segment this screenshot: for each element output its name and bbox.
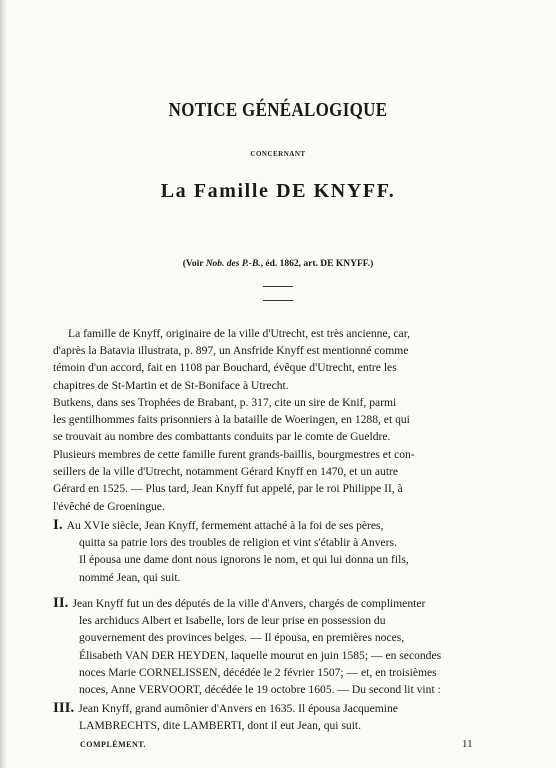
text-line: nommé Jean, qui suit. [79,570,181,584]
generation-entry-3 [53,700,510,734]
reference-source: Nob. des P.-B. [205,259,261,269]
divider-rule [263,286,293,287]
footer-section-label: COMPLÉMENT. [80,740,147,749]
reference-note [0,259,556,269]
text-line: Jean Knyff fut un des députés de la ville d'Anvers, chargés de complimenter [72,597,426,610]
family-heading: La Famille DE KNYFF. [160,180,396,202]
divider-rule [263,300,293,301]
generation-entry-1 [53,517,510,586]
reference-post: , éd. 1862, art. DE KNYFF.) [260,259,374,269]
reference-pre: (Voir [182,259,206,269]
generation-numeral: I. [53,517,63,533]
text-line: La famille de Knyff, originaire de la ville d'Utrecht, est très ancienne, car, [68,327,410,340]
text-line: gouvernement des provinces belges. — Il épousa, en premières noces, [79,631,405,645]
intro-paragraph-1 [53,325,510,394]
text-line: Butkens, dans ses Trophées de Brabant, p. 317, cite un sire de Knif, parmi [53,396,397,409]
text-line: Plusieurs membres de cette famille furent grands-baillis, bourgmestres et con- [53,448,415,461]
text-line: d'après la Batavia illustrata, p. 897, un Ansfride Knyff est mentionné comme [53,344,409,358]
text-line: se trouvait au nombre des combattants conduits par le comte de Gueldre. [53,430,391,444]
page-title: NOTICE GÉNÉALOGIQUE [168,98,388,121]
text-line: chapitres de St-Martin et de St-Boniface à Utrecht. [53,378,289,392]
text-line: l'évêché de Groeningue. [53,499,165,513]
text-line: les archiducs Albert et Isabelle, lors de leur prise en possession du [79,614,386,628]
generation-entry-2 [53,595,510,698]
text-line: noces, Anne VERVOORT, décédée le 19 octobre 1605. — Du second lit vint : [79,683,441,697]
generation-numeral: III. [53,700,75,716]
intro-paragraph-2 [53,394,510,446]
text-line: noces Marie CORNELISSEN, décédée le 2 février 1507; — et, en troisièmes [79,665,437,679]
text-line: témoin d'un accord, fait en 1108 par Bouchard, évêque d'Utrecht, entre les [53,361,397,375]
intro-paragraph-3 [53,446,510,515]
text-line: LAMBRECHTS, dite LAMBERTI, dont il eut Jean, qui suit. [79,719,362,733]
text-line: Au XVIe siècle, Jean Knyff, fermement attaché à la foi de ses pères, [66,519,384,532]
generation-numeral: II. [53,595,69,611]
text-line: seillers de la ville d'Utrecht, notamment Gérard Knyff en 1470, et un autre [53,465,399,479]
text-line: Gérard en 1525. — Plus tard, Jean Knyff fut appelé, par le roi Philippe II, à [53,482,403,496]
concernant-label: CONCERNANT [250,150,306,158]
text-line: Élisabeth VAN DER HEYDEN, laquelle mourut en juin 1585; — en secondes [79,648,442,662]
text-line: les gentilhommes faits prisonniers à la bataille de Woeringen, en 1288, et qui [53,413,410,427]
text-line: quitta sa patrie lors des troubles de religion et vint s'établir à Anvers. [79,536,397,550]
page-number: 11 [462,738,473,750]
text-line: Il épousa une dame dont nous ignorons le nom, et qui lui donna un fils, [79,553,409,567]
text-line: Jean Knyff, grand aumônier d'Anvers en 1635. Il épousa Jacquemine [78,702,398,715]
